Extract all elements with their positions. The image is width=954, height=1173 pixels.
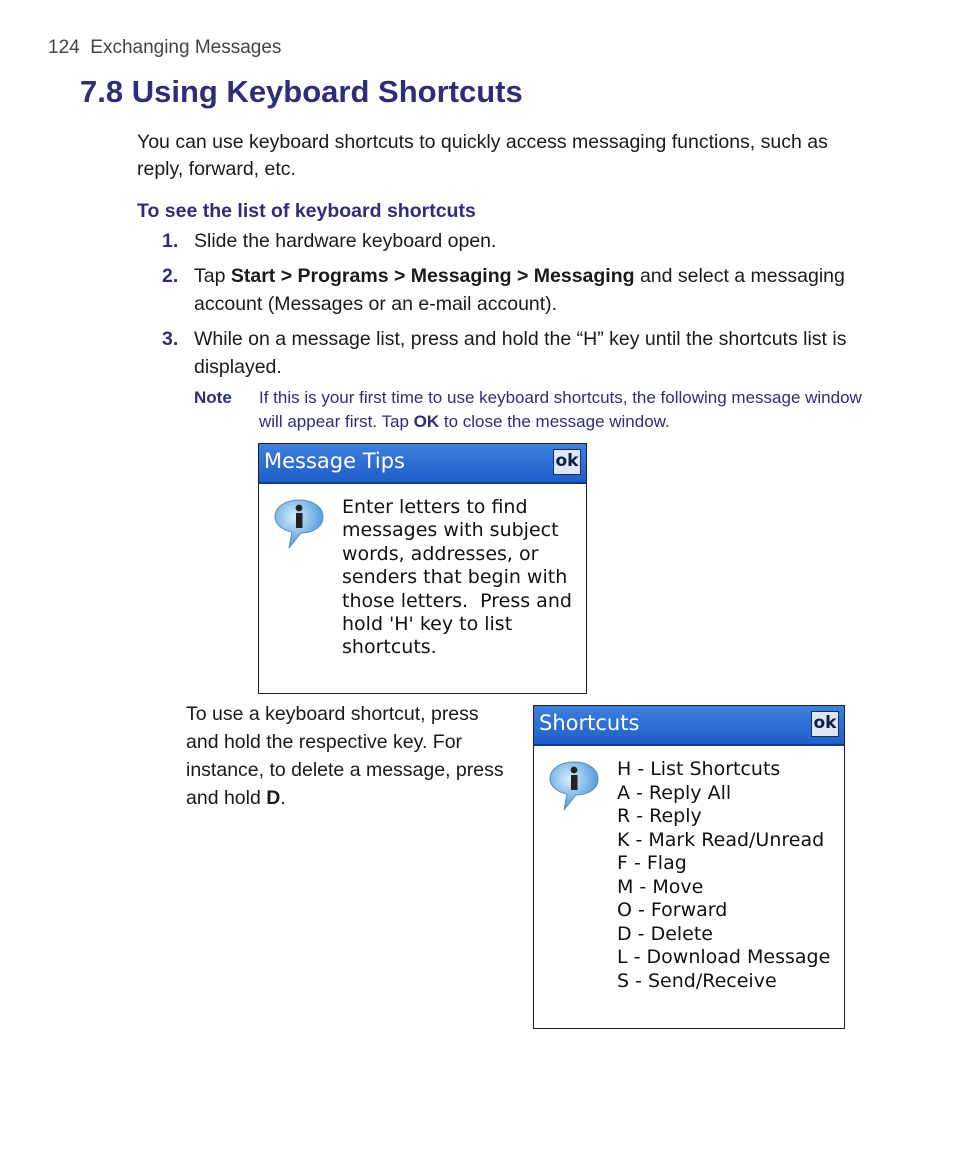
dialog-titlebar	[259, 444, 586, 484]
ok-button[interactable]: ok	[553, 449, 581, 475]
section-name: Exchanging Messages	[90, 37, 282, 58]
shortcut-item: L - Download Message	[617, 946, 831, 968]
info-icon	[546, 758, 602, 814]
page-title: 7.8 Using Keyboard Shortcuts	[80, 74, 523, 109]
shortcut-item: M - Move	[617, 875, 704, 898]
shortcut-item: R - Reply	[617, 805, 702, 827]
shortcut-item: O - Forward	[617, 899, 728, 921]
message-line: Enter letters to find	[342, 496, 528, 518]
usage-paragraph	[186, 700, 516, 812]
message-tips-dialog	[258, 443, 587, 694]
usage-suffix: .	[280, 787, 286, 809]
dialog-title: Shortcuts	[539, 711, 640, 735]
shortcut-item: S - Send/Receive	[617, 969, 777, 992]
shortcuts-list	[617, 758, 830, 993]
info-icon	[271, 496, 327, 552]
dialog-message	[342, 496, 572, 660]
shortcuts-dialog	[533, 705, 845, 1029]
note-bold: OK	[413, 412, 440, 431]
step-text-suffix: and select a messaging account (Messages or an e-mail account).	[194, 265, 845, 315]
message-line: shortcuts.	[342, 636, 437, 659]
shortcut-item: F - Flag	[617, 852, 687, 874]
ok-button[interactable]: ok	[811, 711, 839, 737]
page-header	[48, 37, 281, 59]
message-line: hold 'H' key to list	[342, 613, 513, 636]
usage-bold-key: D	[266, 787, 281, 809]
message-line: senders that begin with	[342, 566, 568, 589]
dialog-titlebar	[534, 706, 844, 746]
shortcut-item: K - Mark Read/Unread	[617, 828, 825, 851]
step-text	[194, 262, 864, 318]
shortcut-item: A - Reply All	[617, 781, 732, 804]
shortcut-item: H - List Shortcuts	[617, 758, 781, 780]
intro-paragraph: You can use keyboard shortcuts to quickly access messaging functions, such as reply, forward, etc.	[137, 131, 828, 180]
note-label: Note	[194, 388, 232, 407]
step-text-prefix: Tap	[194, 265, 231, 287]
dialog-title: Message Tips	[264, 449, 406, 473]
note-suffix: to close the message window.	[439, 412, 670, 431]
step-number: 2.	[162, 265, 179, 287]
step-text: While on a message list, press and hold the “H” key until the shortcuts list is displayed.	[194, 328, 847, 378]
message-line: words, addresses, or	[342, 542, 539, 565]
step-number: 3.	[162, 328, 179, 350]
note-text	[259, 386, 869, 434]
note-prefix: If this is your first time to use keyboard shortcuts, the following message window will appear first. Tap	[259, 388, 862, 431]
step-text: Slide the hardware keyboard open.	[194, 230, 497, 252]
step-number: 1.	[162, 230, 179, 252]
page-number: 124	[48, 37, 80, 58]
message-line: those letters. Press and	[342, 589, 572, 612]
message-line: messages with subject	[342, 519, 559, 542]
procedure-heading: To see the list of keyboard shortcuts	[137, 200, 476, 222]
menu-path: Start > Programs > Messaging > Messaging	[230, 265, 635, 287]
usage-prefix: To use a keyboard shortcut, press and hold the respective key. For instance, to delete a message, press and hold	[186, 703, 504, 809]
shortcut-item: D - Delete	[617, 922, 713, 945]
